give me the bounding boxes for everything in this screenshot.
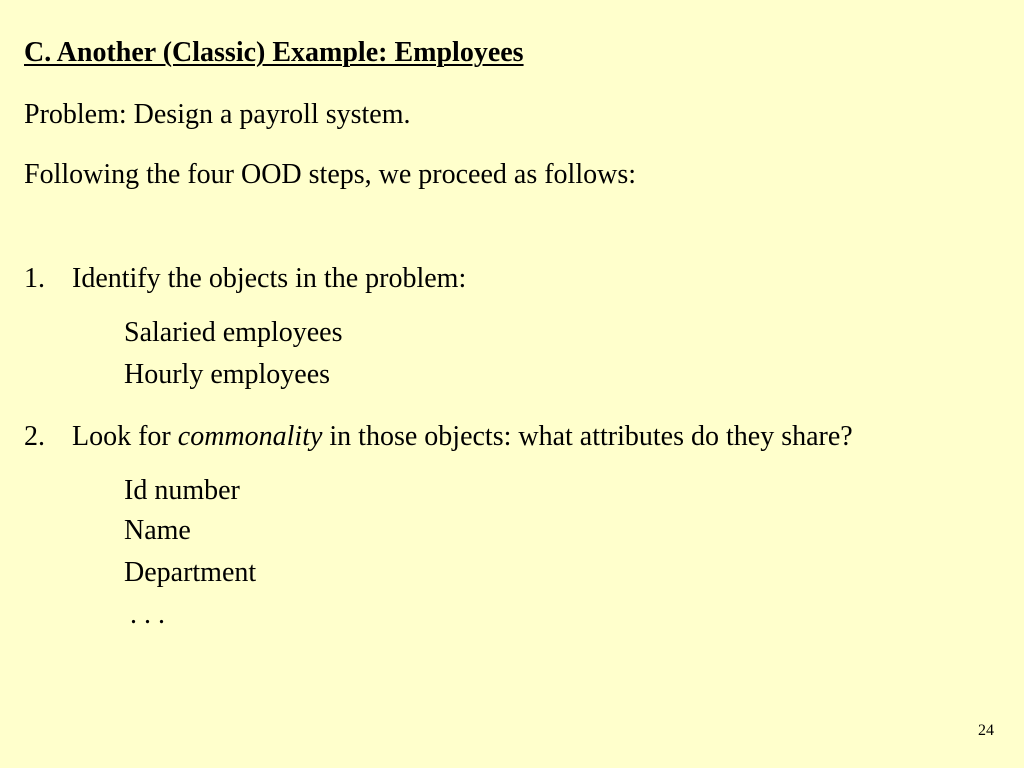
step-2 <box>24 420 853 454</box>
step-2-emphasis: commonality <box>177 421 323 452</box>
slide-title: C. Another (Classic) Example: Employees <box>24 37 524 68</box>
object-item: Hourly employees <box>124 359 331 390</box>
intro-text: Following the four OOD steps, we proceed as follows: <box>24 159 637 190</box>
problem-statement: Problem: Design a payroll system. <box>24 99 411 130</box>
attribute-item: Id number <box>124 475 240 506</box>
step-2-prefix: Look for <box>72 421 178 452</box>
step-2-number: 2. <box>24 421 45 452</box>
page-number: 24 <box>978 722 994 739</box>
step-2-suffix: in those objects: what attributes do they share? <box>322 421 853 452</box>
attribute-ellipsis: . . . <box>130 599 165 630</box>
step-1-text: Identify the objects in the problem: <box>72 263 467 294</box>
step-1-number: 1. <box>24 263 45 294</box>
attribute-item: Department <box>124 557 257 588</box>
step-1 <box>24 262 466 296</box>
attribute-item: Name <box>124 515 191 546</box>
object-item: Salaried employees <box>124 317 343 348</box>
